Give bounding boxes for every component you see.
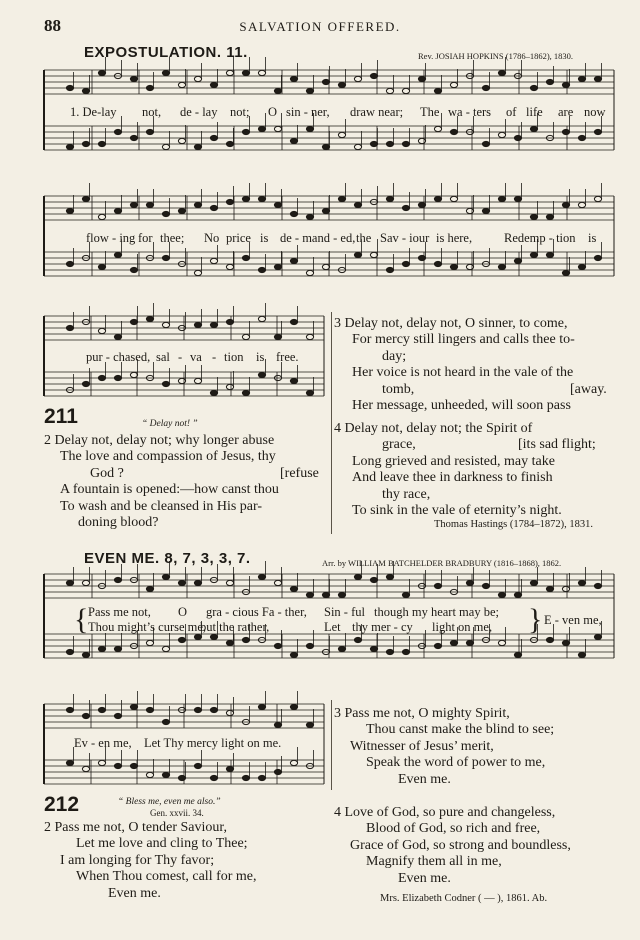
hymn-211-verse-2: 2 Delay not, delay not; why longer abuse The love and compassion of Jesus, thy God ? [refuse A fountain is opened:—how canst thou To wash and be cleansed in His par- doning blood? [44, 433, 319, 531]
hymn-number-211: 211 [44, 405, 78, 428]
column-divider-2 [331, 700, 332, 790]
tune-title-even-me: EVEN ME. 8, 7, 3, 3, 7. [84, 550, 251, 567]
hymn-212-author: Mrs. Elizabeth Codner ( — ), 1861. Ab. [380, 893, 548, 904]
hymn-212-epigraph: “ Bless me, even me also.” [118, 797, 221, 807]
arranger-credit: Arr. by WILLIAM BATCHELDER BRADBURY (1816–1868), 1862. [322, 558, 562, 568]
lyrics-line-4b: Thou might’s curse me, but the rather, Let thy mer - cy light on me, [88, 620, 493, 634]
lyrics-refrain: E - ven me, [544, 613, 602, 627]
lyrics-line-5: Ev - en me, Let Thy mercy light on me. [74, 736, 282, 750]
hymn-212-verse-4: 4 Love of God, so pure and changeless, Blood of God, so rich and free, Grace of God, so strong and boundless, Magnify them all in me, Even me. [334, 805, 571, 886]
tune-title-expostulation: EXPOSTULATION. 11. [84, 44, 248, 61]
lyrics-line-4a: Pass me not, O gra - cious Fa - ther, Sin - ful though my heart may be; [88, 605, 499, 619]
page-number: 88 [44, 16, 61, 35]
brace-left: { [74, 603, 89, 636]
column-divider [331, 312, 332, 534]
lyrics-line-1: 1. De-lay not, de - lay not; O sin - ner, draw near; The wa - ters of life are now [70, 105, 606, 119]
hymn-212-reference: Gen. xxvii. 34. [150, 808, 204, 818]
brace-right: } [528, 603, 543, 636]
hymn-211-author: Thomas Hastings (1784–1872), 1831. [434, 519, 593, 530]
composer-credit: Rev. JOSIAH HOPKINS (1786–1862), 1830. [418, 51, 574, 61]
running-title: SALVATION OFFERED. [239, 19, 401, 34]
lyrics-line-3: pur - chased, sal - va - tion is free. [86, 350, 299, 364]
hymn-211-epigraph: “ Delay not! ” [142, 419, 198, 429]
hymn-212-verse-2: 2 Pass me not, O tender Saviour, Let me love and cling to Thee; I am longing for Thy favor; When Thou comest, call for me, Even me. [44, 820, 257, 901]
hymn-211-verse-3: 3 Delay not, delay not, O sinner, to come, For mercy still lingers and calls thee to- day; Her voice is not heard in the vale of the tomb, [away. Her message, unheeded, will soon pass [334, 316, 607, 414]
lyrics-line-2: flow - ing for thee; No price is de - mand - ed, the Sav - iour is here, Redemp - tion is [86, 231, 597, 245]
hymn-212-verse-3: 3 Pass me not, O mighty Spirit, Thou canst make the blind to see; Witnesser of Jesus’ merit, Speak the word of power to me, Even me. [334, 706, 555, 787]
hymn-211-verse-4: 4 Delay not, delay not; the Spirit of grace, [its sad flight; Long grieved and resisted, may take And leave thee in darkness to finish thy race, To sink in the vale of eternity’s night. [334, 421, 596, 519]
hymn-number-212: 212 [44, 793, 80, 816]
